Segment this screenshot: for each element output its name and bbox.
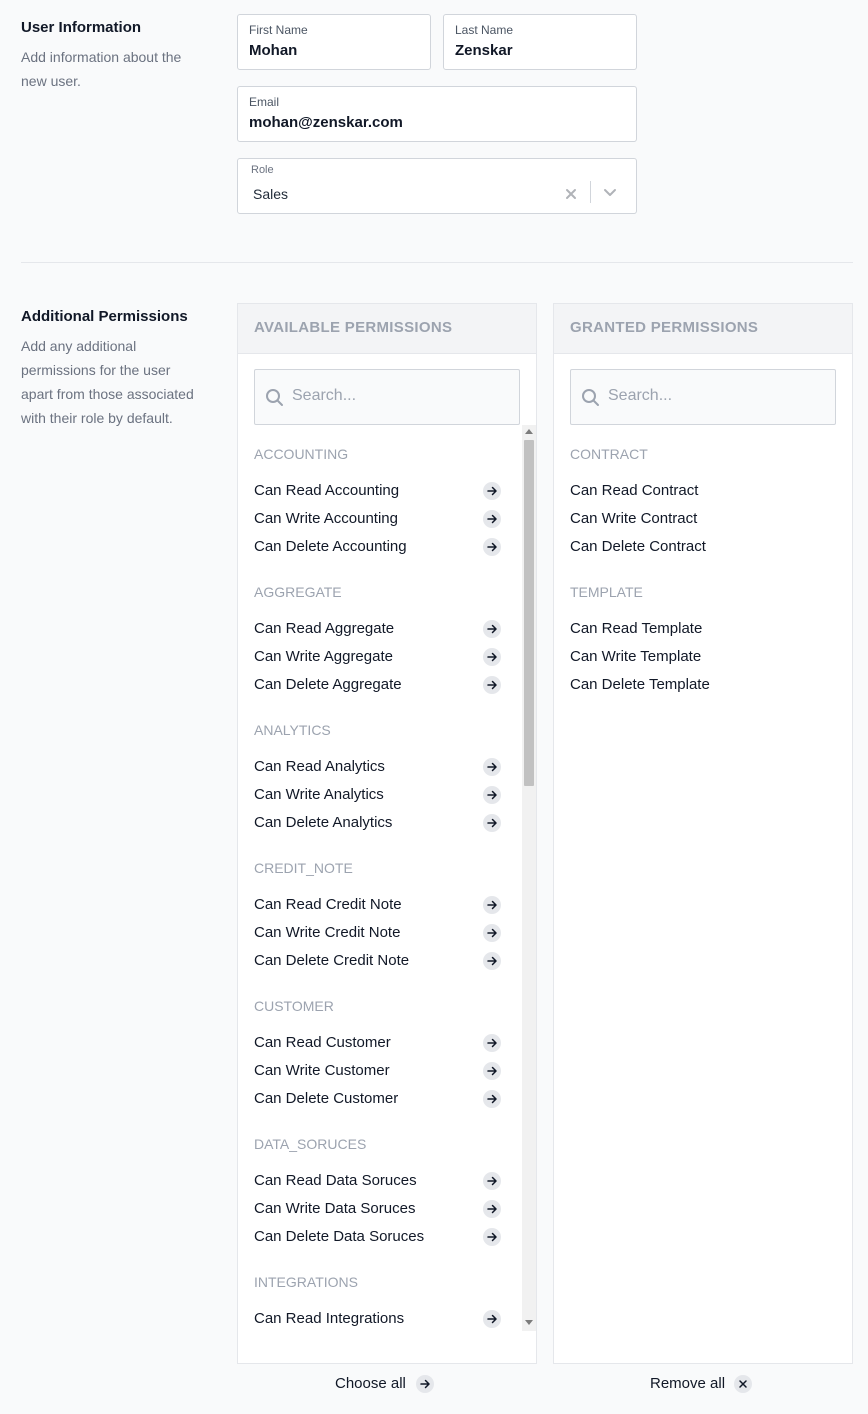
chevron-down-icon[interactable] [601,183,619,201]
available-permissions-list[interactable] [238,425,522,1331]
permission-label: Can Delete Contract [570,538,706,555]
search-placeholder: Search... [608,387,673,404]
section-divider [21,262,853,263]
arrow-right-icon[interactable] [483,1172,501,1190]
first-name-field[interactable] [237,14,431,70]
arrow-right-icon[interactable] [483,758,501,776]
permission-item-can-write-data-soruces[interactable] [254,1198,504,1220]
arrow-right-icon[interactable] [483,1034,501,1052]
permission-label: Can Read Template [570,620,703,637]
arrow-right-icon[interactable] [483,1310,501,1328]
email-label: Email [249,95,280,109]
arrow-right-icon[interactable] [483,924,501,942]
permission-item-can-read-aggregate[interactable] [254,618,504,640]
permission-label: Can Delete Credit Note [254,952,410,969]
email-value[interactable]: mohan@zenskar.com [249,114,403,131]
permission-label: Can Write Accounting [254,510,398,527]
permission-item-can-write-analytics[interactable] [254,784,504,806]
permission-item-can-delete-accounting[interactable] [254,536,504,558]
arrow-right-icon[interactable] [483,538,501,556]
permission-group-title: ANALYTICS [254,722,331,738]
scroll-up-arrow[interactable] [525,429,533,434]
permission-item-can-delete-aggregate[interactable] [254,674,504,696]
permission-label: Can Write Customer [254,1062,390,1079]
permission-label: Can Write Credit Note [254,924,401,941]
arrow-right-icon[interactable] [483,620,501,638]
permission-label: Can Write Aggregate [254,648,393,665]
remove-all-button[interactable] [650,1372,756,1396]
last-name-label: Last Name [455,23,514,37]
scroll-thumb[interactable] [524,440,534,786]
permission-group-title: TEMPLATE [570,584,643,600]
permission-item-can-read-integrations[interactable] [254,1308,504,1330]
arrow-right-icon[interactable] [483,896,501,914]
permission-item-can-read-template[interactable] [570,618,820,640]
permission-label: Can Read Contract [570,482,699,499]
granted-permissions-header: GRANTED PERMISSIONS [554,304,852,354]
role-label: Role [251,164,274,176]
permission-label: Can Delete Customer [254,1090,399,1107]
search-icon [265,388,285,408]
permission-group-title: CREDIT_NOTE [254,860,353,876]
permission-item-can-write-contract[interactable] [570,508,820,530]
permission-label: Can Delete Accounting [254,538,407,555]
user-info-title: User Information [21,19,142,36]
granted-search-input[interactable] [570,369,836,425]
permission-group-title: CONTRACT [570,446,648,462]
close-icon[interactable] [564,185,580,203]
role-value: Sales [253,186,289,202]
permission-item-can-write-aggregate[interactable] [254,646,504,668]
search-icon [581,388,601,408]
permission-label: Can Delete Aggregate [254,676,402,693]
permission-item-can-write-accounting[interactable] [254,508,504,530]
available-permissions-header: AVAILABLE PERMISSIONS [238,304,536,354]
permission-label: Can Delete Analytics [254,814,393,831]
permission-item-can-read-credit-note[interactable] [254,894,504,916]
arrow-right-icon[interactable] [483,952,501,970]
permission-item-can-write-customer[interactable] [254,1060,504,1082]
permission-label: Can Delete Template [570,676,710,693]
arrow-right-icon[interactable] [483,510,501,528]
permission-item-can-read-data-soruces[interactable] [254,1170,504,1192]
permission-item-can-delete-credit-note[interactable] [254,950,504,972]
close-icon [734,1375,752,1393]
permission-label: Can Write Analytics [254,786,384,803]
permission-group-title: ACCOUNTING [254,446,349,462]
permission-label: Can Read Data Soruces [254,1172,417,1189]
permission-label: Can Write Data Soruces [254,1200,416,1217]
permission-label: Can Read Accounting [254,482,400,499]
arrow-right-icon[interactable] [483,676,501,694]
permissions-title: Additional Permissions [21,308,188,325]
permission-item-can-write-credit-note[interactable] [254,922,504,944]
user-info-description: Add information about the new user. [21,49,182,89]
permission-item-can-read-accounting[interactable] [254,480,504,502]
permission-label: Can Write Template [570,648,702,665]
arrow-right-icon [416,1375,434,1393]
permission-item-can-read-customer[interactable] [254,1032,504,1054]
arrow-right-icon[interactable] [483,1090,501,1108]
choose-all-label: Choose all [335,1375,406,1392]
permission-item-can-delete-data-soruces[interactable] [254,1226,504,1248]
available-permissions-panel [237,303,537,1364]
permission-label: Can Read Credit Note [254,896,402,913]
permission-label: Can Read Customer [254,1034,391,1051]
granted-permissions-panel [553,303,853,1364]
permissions-description: Add any additional permissions for the user apart from those associated with their role by default. [21,338,194,426]
role-select[interactable] [237,158,637,214]
permission-item-can-read-contract[interactable] [570,480,820,502]
permission-item-can-delete-contract[interactable] [570,536,820,558]
permission-label: Can Read Analytics [254,758,385,775]
first-name-value[interactable]: Mohan [249,42,298,59]
permission-group-title: DATA_SORUCES [254,1136,367,1152]
arrow-right-icon[interactable] [483,482,501,500]
remove-all-label: Remove all [650,1375,726,1392]
arrow-right-icon[interactable] [483,786,501,804]
arrow-right-icon[interactable] [483,648,501,666]
permission-group-title: INTEGRATIONS [254,1274,358,1290]
arrow-right-icon[interactable] [483,1062,501,1080]
permission-item-can-delete-analytics[interactable] [254,812,504,834]
first-name-label: First Name [249,23,308,37]
permission-label: Can Write Contract [570,510,698,527]
choose-all-button[interactable] [335,1372,437,1396]
permission-group-title: AGGREGATE [254,584,342,600]
arrow-right-icon[interactable] [483,1228,501,1246]
available-search-input[interactable] [254,369,520,425]
permission-item-can-write-template[interactable] [570,646,820,668]
granted-permissions-list[interactable] [554,425,838,1331]
permission-item-can-read-analytics[interactable] [254,756,504,778]
arrow-right-icon[interactable] [483,814,501,832]
select-separator [590,181,591,203]
permission-label: Can Read Aggregate [254,620,395,637]
permission-label: Can Delete Data Soruces [254,1228,425,1245]
permission-label: Can Read Integrations [254,1310,405,1327]
arrow-right-icon[interactable] [483,1200,501,1218]
search-placeholder: Search... [292,387,357,404]
last-name-value[interactable]: Zenskar [455,42,513,59]
available-list-scrollbar[interactable] [522,425,536,1331]
permission-item-can-delete-customer[interactable] [254,1088,504,1110]
last-name-field[interactable] [443,14,637,70]
scroll-down-arrow[interactable] [525,1320,533,1325]
permission-group-title: CUSTOMER [254,998,334,1014]
email-field[interactable] [237,86,637,142]
permission-item-can-delete-template[interactable] [570,674,820,696]
